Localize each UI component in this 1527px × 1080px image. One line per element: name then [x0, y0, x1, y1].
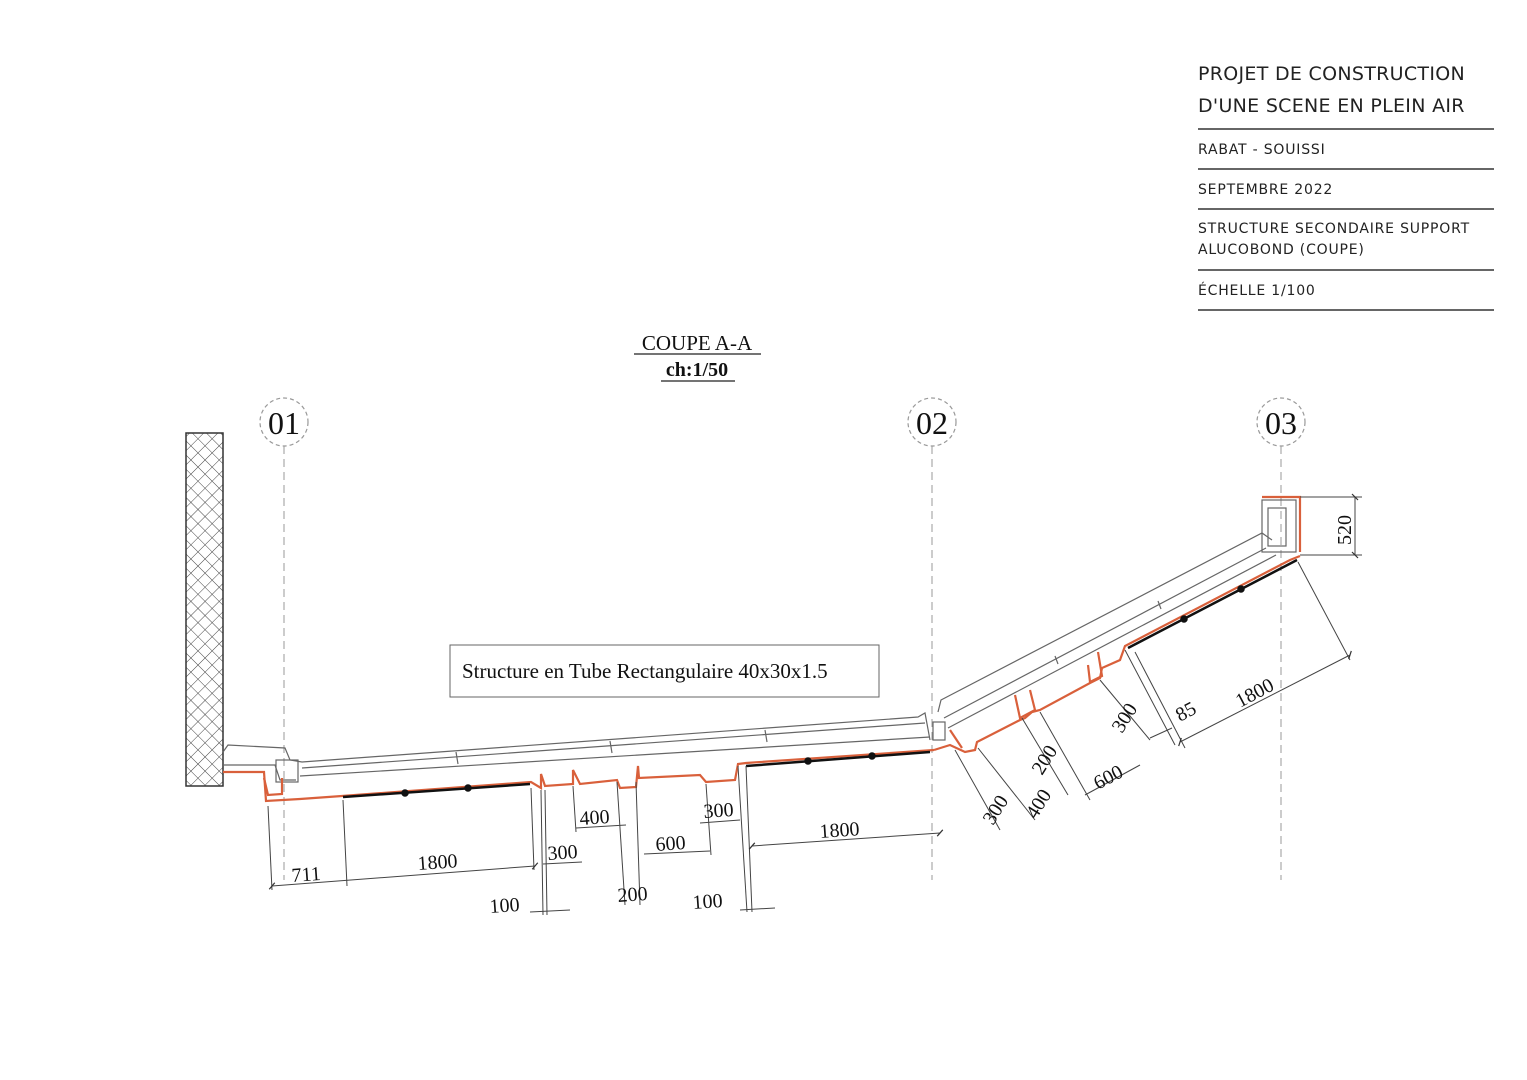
dim-1800-left: 1800	[416, 850, 459, 875]
annotation-text: Structure en Tube Rectangulaire 40x30x1.5	[462, 659, 828, 683]
project-location: RABAT - SOUISSI	[1198, 142, 1326, 158]
project-title-line2: D'UNE SCENE EN PLEIN AIR	[1198, 95, 1465, 117]
dim-100-a: 100	[488, 893, 521, 918]
dim-300-d: 300	[1107, 699, 1143, 737]
dim-1800-mid: 1800	[818, 818, 861, 843]
project-date: SEPTEMBRE 2022	[1198, 182, 1334, 198]
project-title-line1: PROJET DE CONSTRUCTION	[1198, 63, 1465, 85]
grid-axis-label: 02	[916, 405, 948, 441]
dim-300-b: 300	[702, 798, 735, 823]
dim-300-c: 300	[978, 791, 1014, 829]
dim-600-a: 600	[654, 831, 687, 856]
dim-300-a: 300	[546, 840, 579, 865]
dim-711: 711	[290, 862, 322, 887]
grid-axis-03	[1257, 398, 1305, 880]
dim-400-a: 400	[578, 805, 611, 830]
section-scale: ch:1/50	[665, 359, 729, 381]
grid-axis-02	[908, 398, 956, 880]
section-title: COUPE A-A	[641, 331, 753, 355]
grid-axis-label: 03	[1265, 405, 1297, 441]
existing-wall	[186, 433, 223, 786]
drawing-title-line1: STRUCTURE SECONDAIRE SUPPORT	[1198, 221, 1470, 237]
grid-axis-label: 01	[268, 405, 300, 441]
dim-600-c: 600	[1090, 760, 1127, 795]
dim-200-a: 200	[616, 882, 649, 907]
dim-100-b: 100	[691, 889, 724, 914]
dim-520: 520	[1334, 515, 1356, 545]
dim-400-c: 400	[1021, 785, 1057, 823]
dim-1800-right: 1800	[1232, 674, 1278, 713]
dimension-labels	[291, 515, 1356, 918]
dim-85: 85	[1172, 697, 1201, 727]
drawing-scale: ÉCHELLE 1/100	[1198, 283, 1316, 299]
dim-200-c: 200	[1027, 741, 1063, 779]
drawing-title-line2: ALUCOBOND (COUPE)	[1198, 242, 1365, 258]
grid-axis-01	[260, 398, 308, 880]
